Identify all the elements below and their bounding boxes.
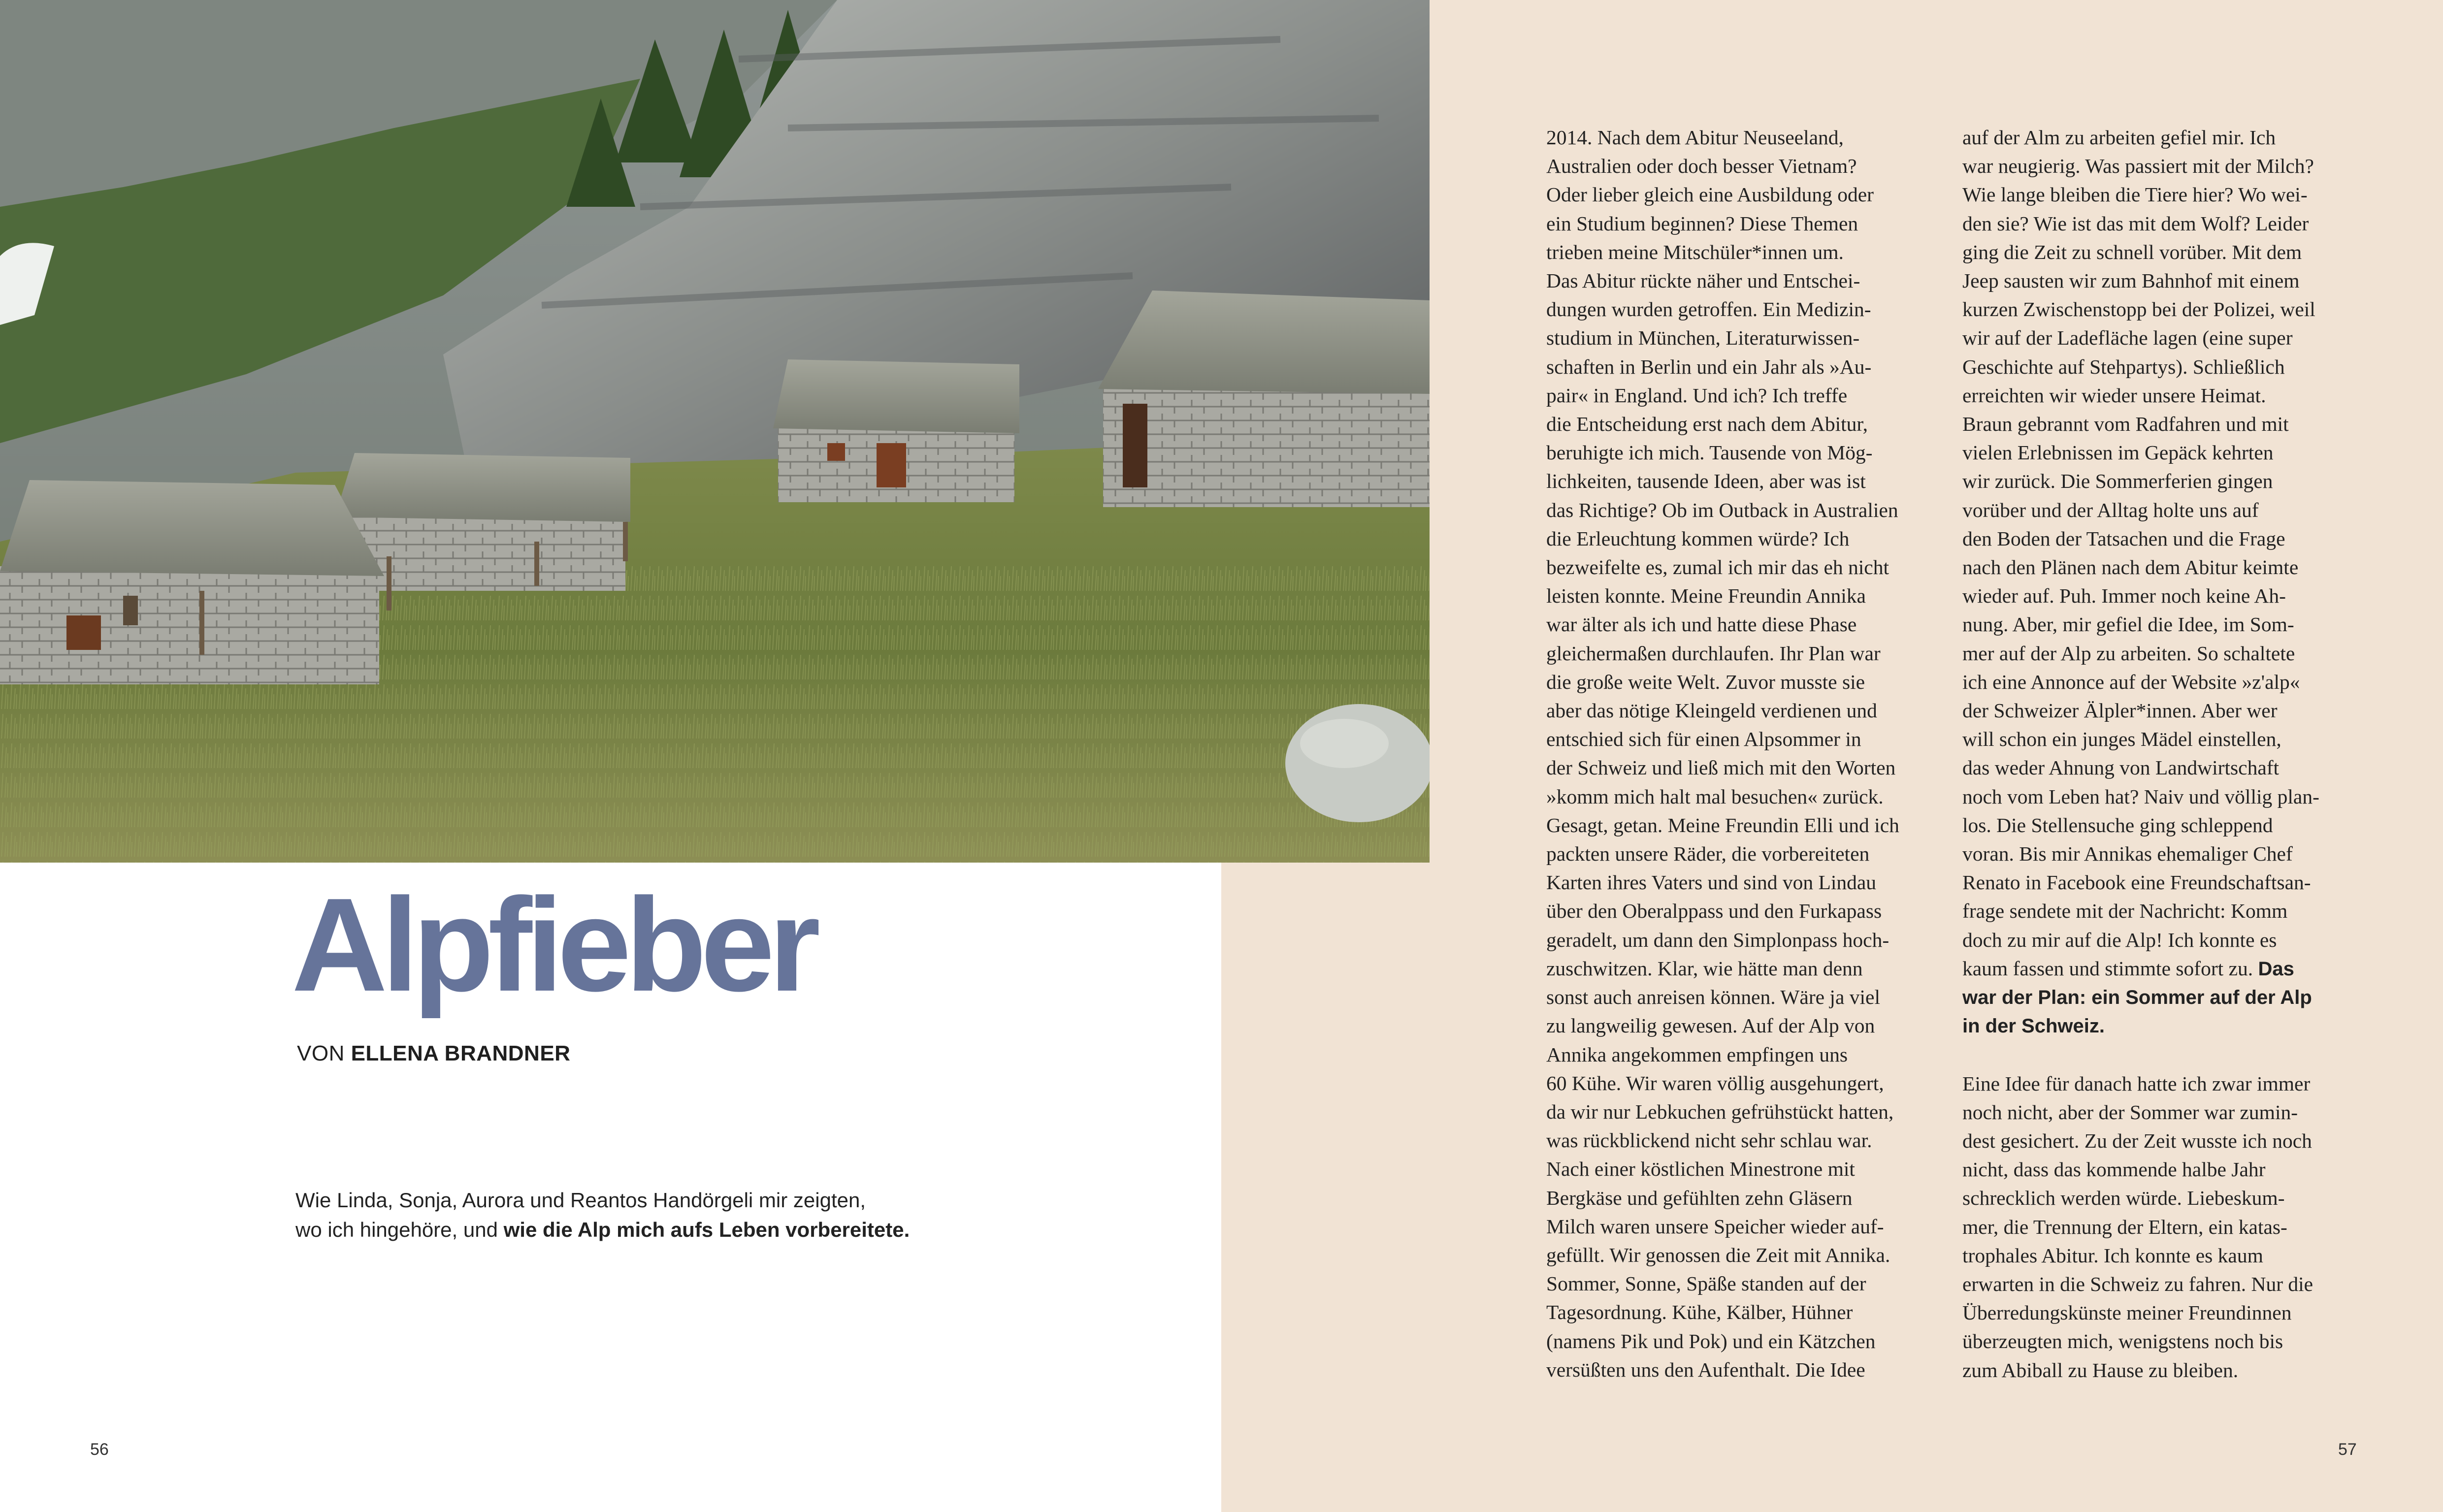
text-line: 2014. Nach dem Abitur Neuseeland, [1546,126,1844,149]
text-line: pair« in England. Und ich? Ich treffe [1546,384,1848,407]
text-line: mer, die Trennung der Eltern, ein katas- [1962,1215,2287,1238]
intro-line-2 [295,1215,985,1245]
text-line: entschied sich für einen Alpsommer in [1546,728,1861,751]
text-line: zu langweilig gewesen. Auf der Alp von [1546,1014,1875,1037]
text-line: erwarten in die Schweiz zu fahren. Nur die [1962,1272,2313,1295]
text-line: die Erleuchtung kommen würde? Ich [1546,527,1850,550]
byline [297,1041,570,1066]
text-line: voran. Bis mir Annikas ehemaliger Chef [1962,842,2293,866]
paragraph-gap [1962,1041,2356,1069]
text-line: auf der Alm zu arbeiten gefiel mir. Ich [1962,126,2276,149]
text-line: versüßten uns den Aufenthalt. Die Idee [1546,1358,1865,1381]
text-line: zum Abiball zu Hause zu bleiben. [1962,1358,2239,1382]
text-line: über den Oberalppass und den Furkapass [1546,900,1882,923]
text-line: den sie? Wie ist das mit dem Wolf? Leider [1962,212,2309,235]
text-line: die Entscheidung erst nach dem Abitur, [1546,413,1868,436]
body-column-1 [1546,123,1940,1384]
byline-prefix: VON [297,1041,351,1065]
text-line: trophales Abitur. Ich konnte es kaum [1962,1244,2263,1267]
text-line: aber das nötige Kleingeld verdienen und [1546,699,1877,722]
text-line: leisten konnte. Meine Freundin Annika [1546,584,1866,608]
text-line: das Richtige? Ob im Outback in Australien [1546,498,1898,521]
text-line: erreichten wir wieder unsere Heimat. [1962,384,2266,407]
text-line: will schon ein junges Mädel einstellen, [1962,728,2281,751]
text-line: studium in München, Literaturwissen- [1546,326,1860,350]
text-line: schrecklich werden würde. Liebeskum- [1962,1187,2285,1210]
text-line: packten unsere Räder, die vorbereiteten [1546,842,1870,866]
intro-line-2-plain: wo ich hingehöre, und [295,1218,504,1241]
text-line: doch zu mir auf die Alp! Ich konnte es [1962,928,2277,951]
text-line: schaften in Berlin und ein Jahr als »Au- [1546,355,1872,378]
text-line: vielen Erlebnissen im Gepäck kehrten [1962,441,2274,464]
text-line: Überredungskünste meiner Freundinnen [1962,1301,2292,1324]
text-line: Annika angekommen empfingen uns [1546,1043,1848,1066]
text-line: den Boden der Tatsachen und die Frage [1962,527,2285,550]
text-line: war der Plan: ein Sommer auf der Alp [1962,987,2312,1009]
alpine-huts-photo [0,0,1430,863]
column-2-part-a [1962,123,2356,954]
text-line: dest gesichert. Zu der Zeit wusste ich noch [1962,1129,2312,1152]
text-line: trieben meine Mitschüler*innen um. [1546,240,1844,263]
text-line: Karten ihres Vaters und sind von Lindau [1546,871,1877,894]
intro-text [295,1186,985,1245]
text-line: Tagesordnung. Kühe, Kälber, Hühner [1546,1301,1853,1324]
body-column-2 [1962,123,2356,1384]
text-line: Eine Idee für danach hatte ich zwar immer [1962,1072,2311,1095]
text-line: ich eine Annonce auf der Website »z'alp« [1962,670,2300,693]
text-line: lichkeiten, tausende Ideen, aber was ist [1546,470,1866,493]
article-title: Alpfieber [292,871,815,1019]
text-line: Bergkäse und gefühlten zehn Gläsern [1546,1186,1853,1209]
text-line: in der Schweiz. [1962,1015,2105,1037]
text-line: beruhigte ich mich. Tausende von Mög- [1546,441,1873,464]
text-line: wir zurück. Die Sommerferien gingen [1962,470,2273,493]
intro-line-2-bold: wie die Alp mich aufs Leben vorbereitete. [503,1218,910,1241]
text-line: Das Abitur rückte näher und Entschei- [1546,269,1860,292]
text-line: bezweifelte es, zumal ich mir das eh nicht [1546,556,1889,579]
author-name: ELLENA BRANDNER [351,1041,571,1065]
text-line: wir auf der Ladefläche lagen (eine super [1962,326,2293,350]
text-line: Nach einer köstlichen Minestrone mit [1546,1158,1855,1181]
text-line: da wir nur Lebkuchen gefrühstückt hatten, [1546,1100,1894,1123]
text-line: war älter als ich und hatte diese Phase [1546,613,1857,636]
text-line: Jeep sausten wir zum Bahnhof mit einem [1962,269,2300,292]
intro-line-1: Wie Linda, Sonja, Aurora und Reantos Handörgeli mir zeigten, [295,1189,866,1212]
text-line: Australien oder doch besser Vietnam? [1546,155,1857,178]
text-line: das weder Ahnung von Landwirtschaft [1962,756,2280,779]
text-line: kurzen Zwischenstopp bei der Polizei, weil [1962,298,2315,321]
text-line: mer auf der Alp zu arbeiten. So schaltete [1962,642,2295,665]
text-line: frage sendete mit der Nachricht: Komm [1962,900,2288,923]
text-line: noch vom Leben hat? Naiv und völlig plan- [1962,785,2319,808]
text-line: nung. Aber, mir gefiel die Idee, im Som- [1962,613,2294,636]
column-2-bold-lines [1962,983,2356,1040]
text-line: ging die Zeit zu schnell vorüber. Mit dem [1962,240,2302,263]
text-line: Milch waren unsere Speicher wieder auf- [1546,1215,1884,1238]
text-line: ein Studium beginnen? Diese Themen [1546,212,1858,235]
text-line: Braun gebrannt vom Radfahren und mit [1962,413,2289,436]
text-line: (namens Pik und Pok) und ein Kätzchen [1546,1329,1876,1352]
text-line: vorüber und der Alltag holte uns auf [1962,498,2259,521]
text-line: nach den Plänen nach dem Abitur keimte [1962,556,2299,579]
text-line: Wie lange bleiben die Tiere hier? Wo wei- [1962,183,2308,206]
text-line: was rückblickend nicht sehr schlau war. [1546,1129,1872,1152]
text-line: 60 Kühe. Wir waren völlig ausgehungert, [1546,1071,1884,1094]
text-line: nicht, dass das kommende halbe Jahr [1962,1158,2266,1181]
page-number-right: 57 [2338,1440,2357,1459]
text-line: geradelt, um dann den Simplonpass hoch- [1546,928,1889,951]
text-line: zuschwitzen. Klar, wie hätte man denn [1546,957,1863,980]
text-line: Geschichte auf Stehpartys). Schließlich [1962,355,2285,378]
column-2-part-b [1962,1069,2356,1384]
text-line: »komm mich halt mal besuchen« zurück. [1546,785,1884,808]
text-line: wieder auf. Puh. Immer noch keine Ah- [1962,584,2286,608]
text-line [1962,954,2356,983]
text-line: Renato in Facebook eine Freundschaftsan- [1962,871,2311,894]
text-line-plain: kaum fassen und stimmte sofort zu. [1962,957,2258,980]
text-line: gleichermaßen durchlaufen. Ihr Plan war [1546,642,1881,665]
text-line: die große weite Welt. Zuvor musste sie [1546,670,1865,693]
text-line: dungen wurden getroffen. Ein Medizin- [1546,298,1871,321]
text-line: Sommer, Sonne, Späße standen auf der [1546,1272,1866,1295]
text-line: sonst auch anreisen können. Wäre ja viel [1546,986,1880,1009]
text-line: Oder lieber gleich eine Ausbildung oder [1546,183,1874,206]
text-line: Gesagt, getan. Meine Freundin Elli und ich [1546,813,1899,836]
text-line: los. Die Stellensuche ging schleppend [1962,813,2273,836]
text-line: der Schweizer Älpler*innen. Aber wer [1962,699,2278,722]
text-line: noch nicht, aber der Sommer war zumin- [1962,1100,2298,1124]
text-line: gefüllt. Wir genossen die Zeit mit Annika. [1546,1243,1890,1266]
text-line: der Schweiz und ließ mich mit den Worten [1546,756,1896,779]
page-number-left: 56 [90,1440,109,1459]
text-line: war neugierig. Was passiert mit der Milch? [1962,155,2314,178]
text-line: überzeugten mich, wenigstens noch bis [1962,1330,2283,1353]
text-line-bold: Das [2258,958,2294,980]
